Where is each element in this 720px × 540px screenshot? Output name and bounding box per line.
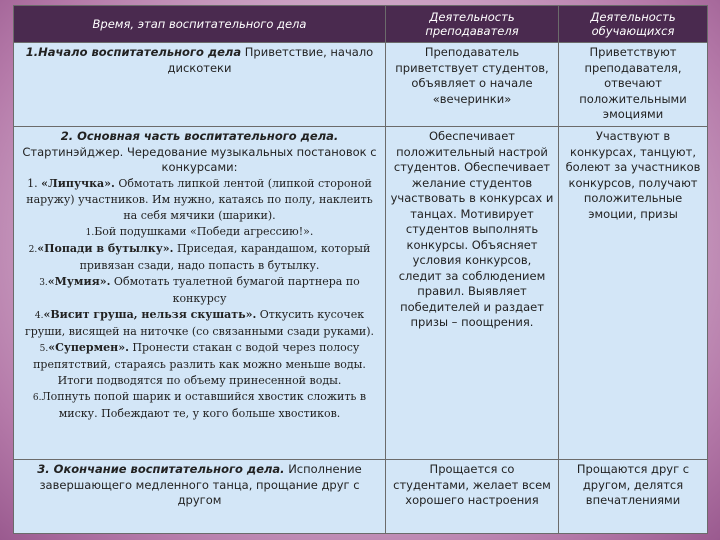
contest-step: 2.«Попади в бутылку». Приседая, карандашом, который привязан сзади, надо попасть в бутылку.: [28, 241, 371, 272]
students-cell: Участвуют в конкурсах, танцуют, болеют за участников конкурсов, получают положительные эмоции, призы: [559, 127, 708, 460]
stage-cell: [14, 127, 386, 460]
teacher-cell: Преподаватель приветствует студентов, объявляет о начале «вечеринки»: [386, 43, 559, 127]
table-row: [14, 460, 708, 534]
stage-text: Стартинэйджер. Чередование музыкальных постановок с конкурсами:: [22, 144, 377, 174]
header-teacher: Деятельность преподавателя: [386, 6, 559, 43]
stage-title: 1.Начало воспитательного дела: [25, 45, 242, 59]
stage-text: Исполнение завершающего медленного танца, прощание друг с другом: [39, 462, 362, 507]
contest-step: 4.«Висит груша, нельзя скушать». Откусить кусочек груши, висящей на ниточке (со связанными сзади руками).: [24, 307, 375, 338]
stage-cell: [14, 43, 386, 127]
contest-step: 6.Лопнуть попой шарик и оставшийся хвостик сложить в миску. Побеждают те, у кого больше хвостиков.: [32, 389, 367, 420]
header-stage: Время, этап воспитательного дела: [14, 6, 386, 43]
stage-title: 3. Окончание воспитательного дела.: [37, 462, 285, 476]
stage-text: Приветствие, начало дискотеки: [167, 45, 374, 75]
students-cell: Приветствуют преподавателя, отвечают положительными эмоциями: [559, 43, 708, 127]
students-cell: Прощаются друг с другом, делятся впечатлениями: [559, 460, 708, 534]
teacher-cell: Прощается со студентами, желает всем хорошего настроения: [386, 460, 559, 534]
table-header-row: [14, 6, 708, 43]
table-row: [14, 43, 708, 127]
stage-cell: [14, 460, 386, 534]
contest-step: 1. «Липучка». Обмотать липкой лентой (липкой стороной наружу) участников. Им нужно, катаясь по полу, наклеить на себя мячики (шарики).: [26, 176, 373, 222]
header-students: Деятельность обучающихся: [559, 6, 708, 43]
teacher-cell: Обеспечивает положительный настрой студентов. Обеспечивает желание студентов участвовать в конкурсах и танцах. Мотивирует студентов выполнять конкурсы. Объясняет условия конкурсов, следит за соблюдением правил. Выявляет победителей и раздает призы – поощрения.: [386, 127, 559, 460]
table-row: [14, 127, 708, 460]
contest-step: 5.«Супермен». Пронести стакан с водой через полосу препятствий, стараясь разлить как можно меньше воды. Итоги подводятся по объему принесенной воды.: [33, 340, 366, 387]
contest-step: 3.«Мумия». Обмотать туалетной бумагой партнера по конкурсу: [39, 274, 360, 305]
stage-title: 2. Основная часть воспитательного дела.: [60, 129, 339, 143]
contest-step: 1.Бой подушками «Победи агрессию!».: [85, 224, 314, 238]
activity-table: [13, 5, 708, 534]
